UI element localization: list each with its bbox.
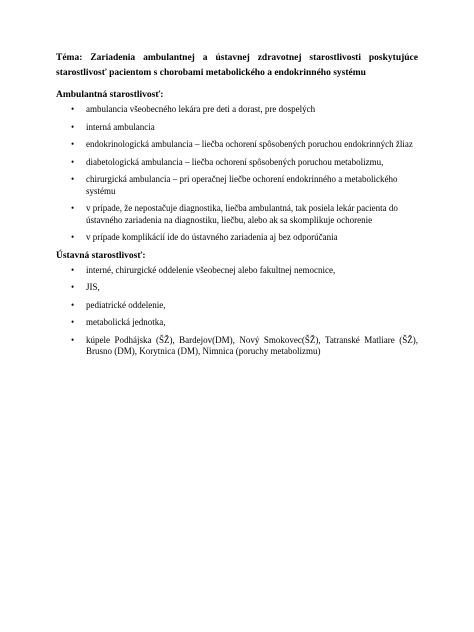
list-item-text: chirurgická ambulancia – pri operačnej liečbe ochorení endokrinného a metabolického systému bbox=[86, 174, 398, 196]
list-item-text: v prípade, že nepostačuje diagnostika, liečba ambulantná, tak posiela lekár pacienta do ústavného zariadenia na diagnostiku, liečbu, alebo ak sa skomplikuje ochorenie bbox=[86, 203, 398, 225]
bullet-icon: • bbox=[71, 232, 75, 242]
list-item-text: ambulancia všeobecného lekára pre deti a dorast, pre dospelých bbox=[86, 104, 316, 114]
list-item bbox=[56, 265, 418, 277]
list-item bbox=[56, 104, 418, 116]
list-item-text: JIS, bbox=[86, 282, 100, 292]
list-item bbox=[56, 335, 418, 358]
bullet-icon: • bbox=[71, 139, 75, 149]
list-item-text: v prípade komplikácií ide do ústavného zariadenia aj bez odporúčania bbox=[86, 232, 338, 242]
bullet-icon: • bbox=[71, 334, 75, 345]
bullet-icon: • bbox=[71, 282, 75, 292]
bullet-icon: • bbox=[71, 264, 75, 275]
section-heading-ustavna: Ústavná starostlivosť: bbox=[56, 250, 146, 261]
bullet-icon: • bbox=[71, 299, 75, 310]
list-item bbox=[56, 203, 418, 226]
list-item-text: endokrinologická ambulancia – liečba ochorení spôsobených poruchou endokrinných žliaz bbox=[86, 139, 413, 149]
list-item-text: interné, chirurgické oddelenie všeobecnej alebo fakultnej nemocnice, bbox=[86, 264, 336, 275]
ambulant-list bbox=[56, 104, 418, 244]
list-item bbox=[56, 317, 418, 329]
bullet-icon: • bbox=[71, 174, 75, 184]
bullet-icon: • bbox=[71, 317, 75, 327]
list-item bbox=[56, 157, 418, 169]
list-item bbox=[56, 282, 418, 294]
document-title: Téma: Zariadenia ambulantnej a ústavnej zdravotnej starostlivosti poskytujúce starostlivosť pacientom s chorobami metabolického a endokrinného systému bbox=[56, 53, 418, 78]
list-item-text: diabetologická ambulancia – liečba ochorení spôsobených poruchou metabolizmu, bbox=[86, 156, 384, 167]
list-item bbox=[56, 139, 418, 151]
bullet-icon: • bbox=[71, 203, 75, 213]
section-heading-ambulant: Ambulantná starostlivosť: bbox=[56, 90, 164, 100]
list-item bbox=[56, 122, 418, 134]
ustavna-list bbox=[56, 265, 418, 358]
bullet-icon: • bbox=[71, 104, 75, 114]
bullet-icon: • bbox=[71, 121, 75, 132]
list-item-text: kúpele Podhájska (ŠŽ), Bardejov(DM), Nový Smokovec(ŠŽ), Tatranské Matliare (ŠŽ), Brusno (DM), Korytnica (DM), Nimnica (poruchy metabolizmu) bbox=[86, 334, 418, 356]
list-item bbox=[56, 174, 418, 197]
list-item-text: interná ambulancia bbox=[86, 121, 155, 132]
list-item-text: pediatrické oddelenie, bbox=[86, 299, 166, 310]
bullet-icon: • bbox=[71, 156, 75, 167]
list-item bbox=[56, 232, 418, 244]
list-item bbox=[56, 300, 418, 312]
list-item-text: metabolická jednotka, bbox=[86, 317, 166, 327]
